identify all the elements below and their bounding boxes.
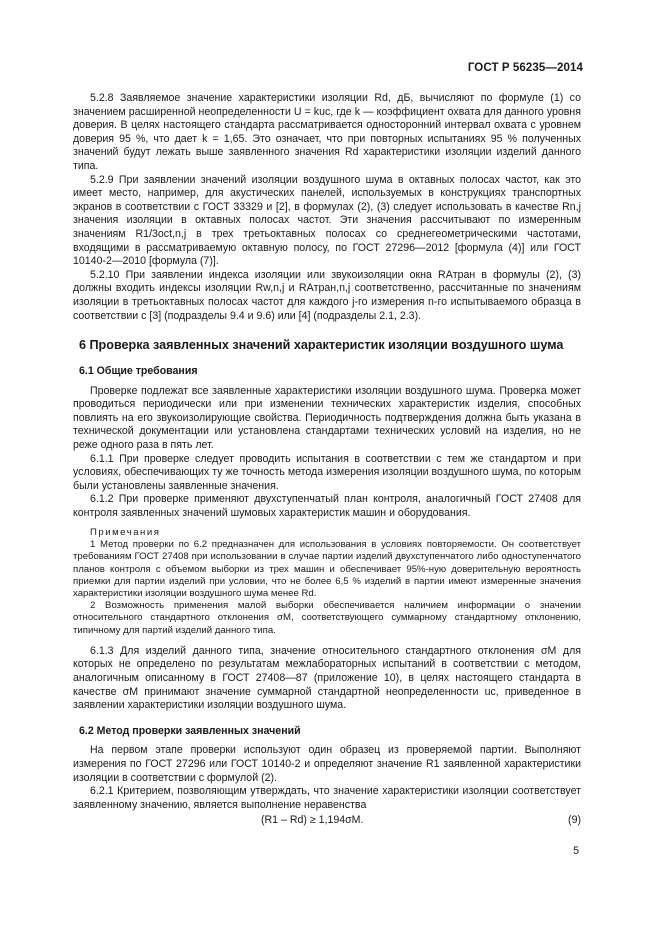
paragraph-6-2-1: 6.2.1 Критерием, позволяющим утверждать, что значение характеристики изоляции соответствует заявленному значению, является выполнение неравенства xyxy=(73,785,581,811)
formula-9 xyxy=(73,814,581,830)
paragraph-6-2-intro: На первом этапе проверки используют один образец из проверяемой партии. Выполняют измерения по ГОСТ 27296 или ГОСТ 10140-2 и определяют значение R1 заявленной характеристики изоляции в соответствии с формулой (2). xyxy=(73,744,581,784)
subsection-6-2-title: 6.2 Метод проверки заявленных значений xyxy=(79,724,301,737)
note-2: 2 Возможность применения малой выборки обеспечивается наличием информации о значении относительного стандартного отклонения σM, соответствующего суммарному стандартному отклонению, типичному для партий изделий данного типа. xyxy=(73,600,581,636)
document-body xyxy=(73,92,581,830)
paragraph-6-1-3: 6.1.3 Для изделий данного типа, значение относительного стандартного отклонения σM для которых не определено по результатам межлабораторных испытаний в соответствии с методом, аналогичным описанному в ГОСТ 27408—87 (приложение 10), в целях настоящего стандарта в качестве σM принимают значение суммарной стандартной неопределенности uc, приведенное в заявлении характеристики изоляции воздушного шума. xyxy=(73,644,581,712)
subsection-6-1-title: 6.1 Общие требования xyxy=(79,365,198,378)
note-1: 1 Метод проверки по 6.2 предназначен для использования в условиях повторяемости. Он соответствует требованиям ГОСТ 27408 при использовании в случае партии изделий двухступенчатого либо одноступенчатого планов контроля с объемом выборки из трех машин и обеспечивает 95%-ную доверительную вероятность приемки для партии изделий при условии, что не более 6,5 % изделий в партии имеют измеренные значения характеристики изоляции воздушного шума менее Rd. xyxy=(73,539,581,600)
paragraph-6-1-intro: Проверке подлежат все заявленные характеристики изоляции воздушного шума. Проверка может проводиться периодически или при изменении технических характеристик изделия, способных повлиять на его звукоизолирующие свойства. Периодичность подтверждения должна быть указана в технической документации или установлена стандартами технических условий на изделия, но не реже одного раза в пять лет. xyxy=(73,384,581,452)
paragraph-6-1-2: 6.1.2 При проверке применяют двухступенчатый план контроля, аналогичный ГОСТ 27408 для контроля заявленных значений шумовых характеристик машин и оборудования. xyxy=(73,493,581,520)
paragraph-5-2-8: 5.2.8 Заявляемое значение характеристики изоляции Rd, дБ, вычисляют по формуле (1) со значением расширенной неопределенности U = kuc, где k — коэффициент охвата для данного уровня доверия. В целях настоящего стандарта рассматривается односторонний интервал охвата с уровнем доверия 95 %, что дает k = 1,65. Это означает, что при повторных испытаниях 95 % полученных значений будут лежать выше заявленного значения Rd характеристики изоляции изделий данного типа. xyxy=(73,92,581,172)
section-6-title: 6 Проверка заявленных значений характеристик изоляции воздушного шума xyxy=(79,338,564,353)
notes-title: Примечания xyxy=(90,526,161,538)
formula-expression: (R1 – Rd) ≥ 1,194σM. xyxy=(261,814,364,827)
page-number: 5 xyxy=(573,845,579,857)
paragraph-5-2-9: 5.2.9 При заявлении значений изоляции воздушного шума в октавных полосах частот, как это имеет место, например, для акустических панелей, используемых в конструкциях транспортных экранов в соответствии с ГОСТ 33329 и [2], в формулах (2), (3) следует использовать в качестве Rn,j значения изоляции в октавных полосах частот. Эти значения рассчитывают по измеренным значениям R1/3oct,n,j в трех третьоктавных полосах со среднегеометрическими частотами, входящими в рассматриваемую октавную полосу, по ГОСТ 27296—2012 [формула (4)] или ГОСТ 10140-2—2010 [формула (7)]. xyxy=(73,173,581,268)
paragraph-6-1-1: 6.1.1 При проверке следует проводить испытания в соответствии с тем же стандартом и при условиях, обеспечивающих ту же точность метода измерения изоляции воздушного шума, по которым были установлены заявленные значения. xyxy=(73,452,581,492)
document-id-header: ГОСТ Р 56235—2014 xyxy=(467,62,583,74)
formula-number: (9) xyxy=(568,814,581,827)
paragraph-5-2-10: 5.2.10 При заявлении индекса изоляции или звукоизоляции окна RAтран в формулы (2), (3) должны входить индексы изоляции Rw,n,j и RAтран,n,j соответственно, рассчитанные по значениям изоляции в третьоктавных полосах частот для каждого j-го измерения n-го испытываемого образца в соответствии с [3] (подразделы 9.4 и 9.6) или [4] (подразделы 2.1, 2.3). xyxy=(73,268,581,322)
